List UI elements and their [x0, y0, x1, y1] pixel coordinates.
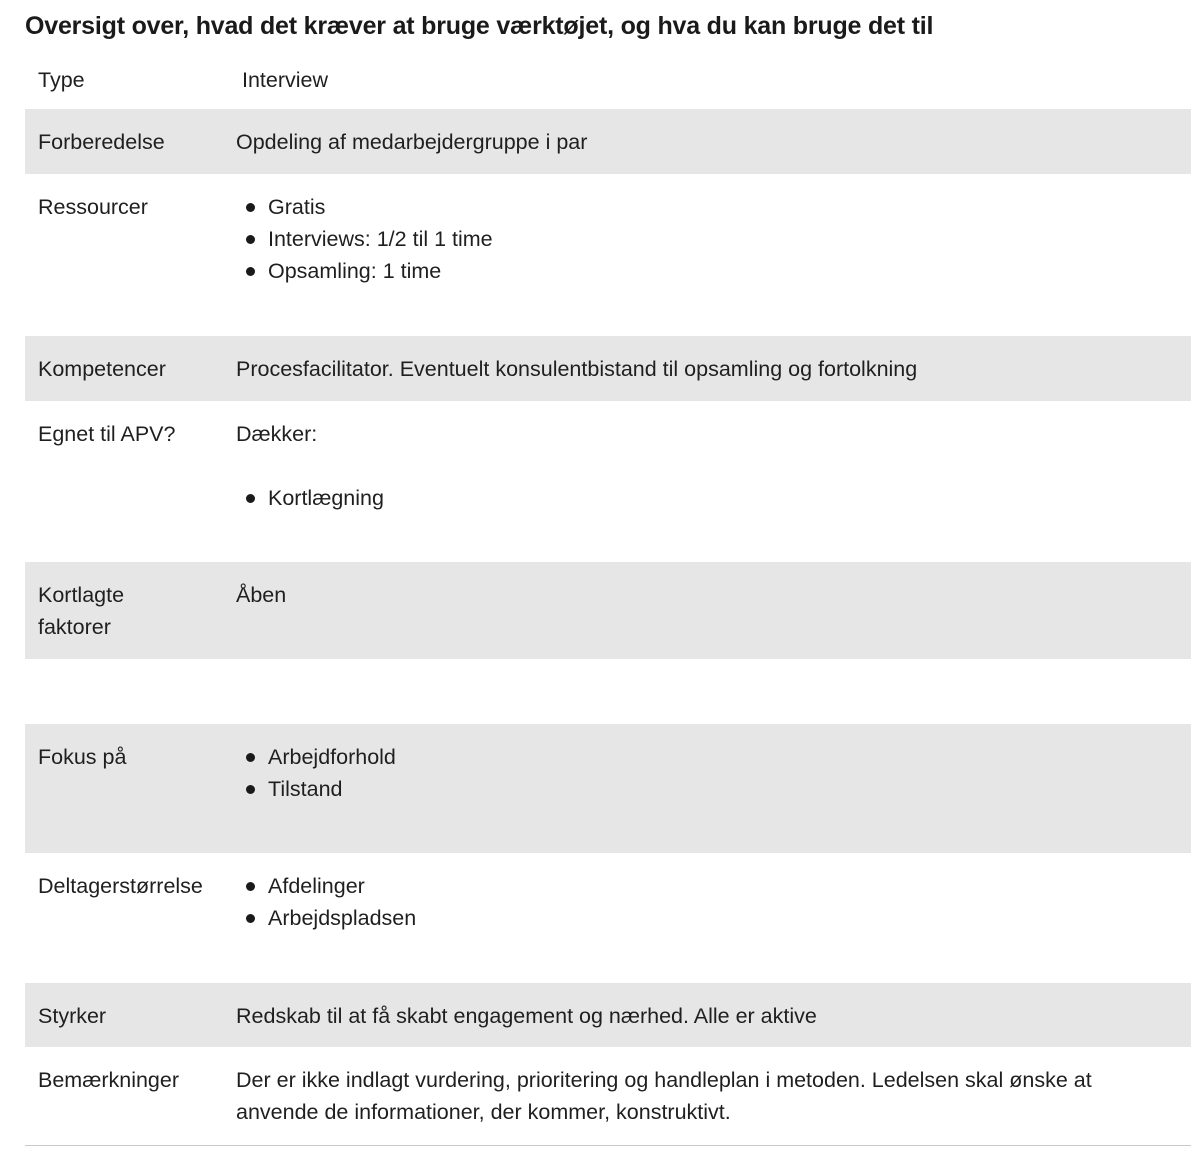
bullet-list [236, 482, 1171, 514]
intro-text: Dækker: [236, 422, 318, 446]
list-item: Opsamling: 1 time [236, 255, 1171, 287]
list-item: Afdelinger [236, 870, 1171, 902]
row-value [236, 174, 1191, 336]
row-value: Interview [242, 68, 329, 92]
table-row-forberedelse [25, 109, 1191, 174]
table-spacer-row [25, 659, 1191, 724]
row-label: Deltagerstørrelse [38, 874, 203, 898]
list-item: Tilstand [236, 773, 1171, 805]
row-label: Type [38, 68, 85, 92]
table-row-styrker [25, 983, 1191, 1047]
row-label: Ressourcer [38, 195, 148, 219]
row-value: Procesfacilitator. Eventuelt konsulentbistand til opsamling og fortolkning [236, 336, 1191, 401]
row-value: Redskab til at få skabt engagement og nærhed. Alle er aktive [236, 983, 1191, 1047]
list-item: Gratis [236, 191, 1171, 223]
row-value [236, 724, 1191, 853]
row-label: Bemærkninger [25, 1047, 236, 1145]
row-label: Kortlagte faktorer [25, 562, 236, 659]
table-row-type [25, 48, 1191, 109]
row-value: Der er ikke indlagt vurdering, prioritering og handleplan i metoden. Ledelsen skal ønske at anvende de informationer, der kommer, konstruktivt. [236, 1047, 1191, 1145]
row-value [236, 853, 1191, 983]
list-item: Arbejdspladsen [236, 902, 1171, 934]
table-row-kompetencer [25, 336, 1191, 401]
table-row-fokus [25, 724, 1191, 853]
bullet-list [236, 191, 1171, 287]
table-row-egnet [25, 401, 1191, 562]
page-title: Oversigt over, hvad det kræver at bruge værktøjet, og hva du kan bruge det til [25, 12, 934, 40]
bullet-list [236, 741, 1171, 805]
list-item: Interviews: 1/2 til 1 time [236, 223, 1171, 255]
bullet-list [236, 870, 1171, 934]
table-row-deltager [25, 853, 1191, 983]
row-label: Egnet til APV? [38, 422, 176, 446]
row-value: Åben [236, 562, 1191, 659]
row-value: Opdeling af medarbejdergruppe i par [236, 109, 1191, 174]
row-label: Styrker [25, 983, 236, 1047]
list-item: Arbejdforhold [236, 741, 1171, 773]
row-value [236, 401, 1191, 562]
row-label: Forberedelse [25, 109, 236, 174]
table-row-ressourcer [25, 174, 1191, 336]
table-row-kortlagte [25, 562, 1191, 659]
list-item: Kortlægning [236, 482, 1171, 514]
row-label: Kompetencer [25, 336, 236, 401]
row-label: Fokus på [25, 724, 236, 853]
table-row-bemaerkninger [25, 1047, 1191, 1145]
overview-table [25, 48, 1191, 1146]
